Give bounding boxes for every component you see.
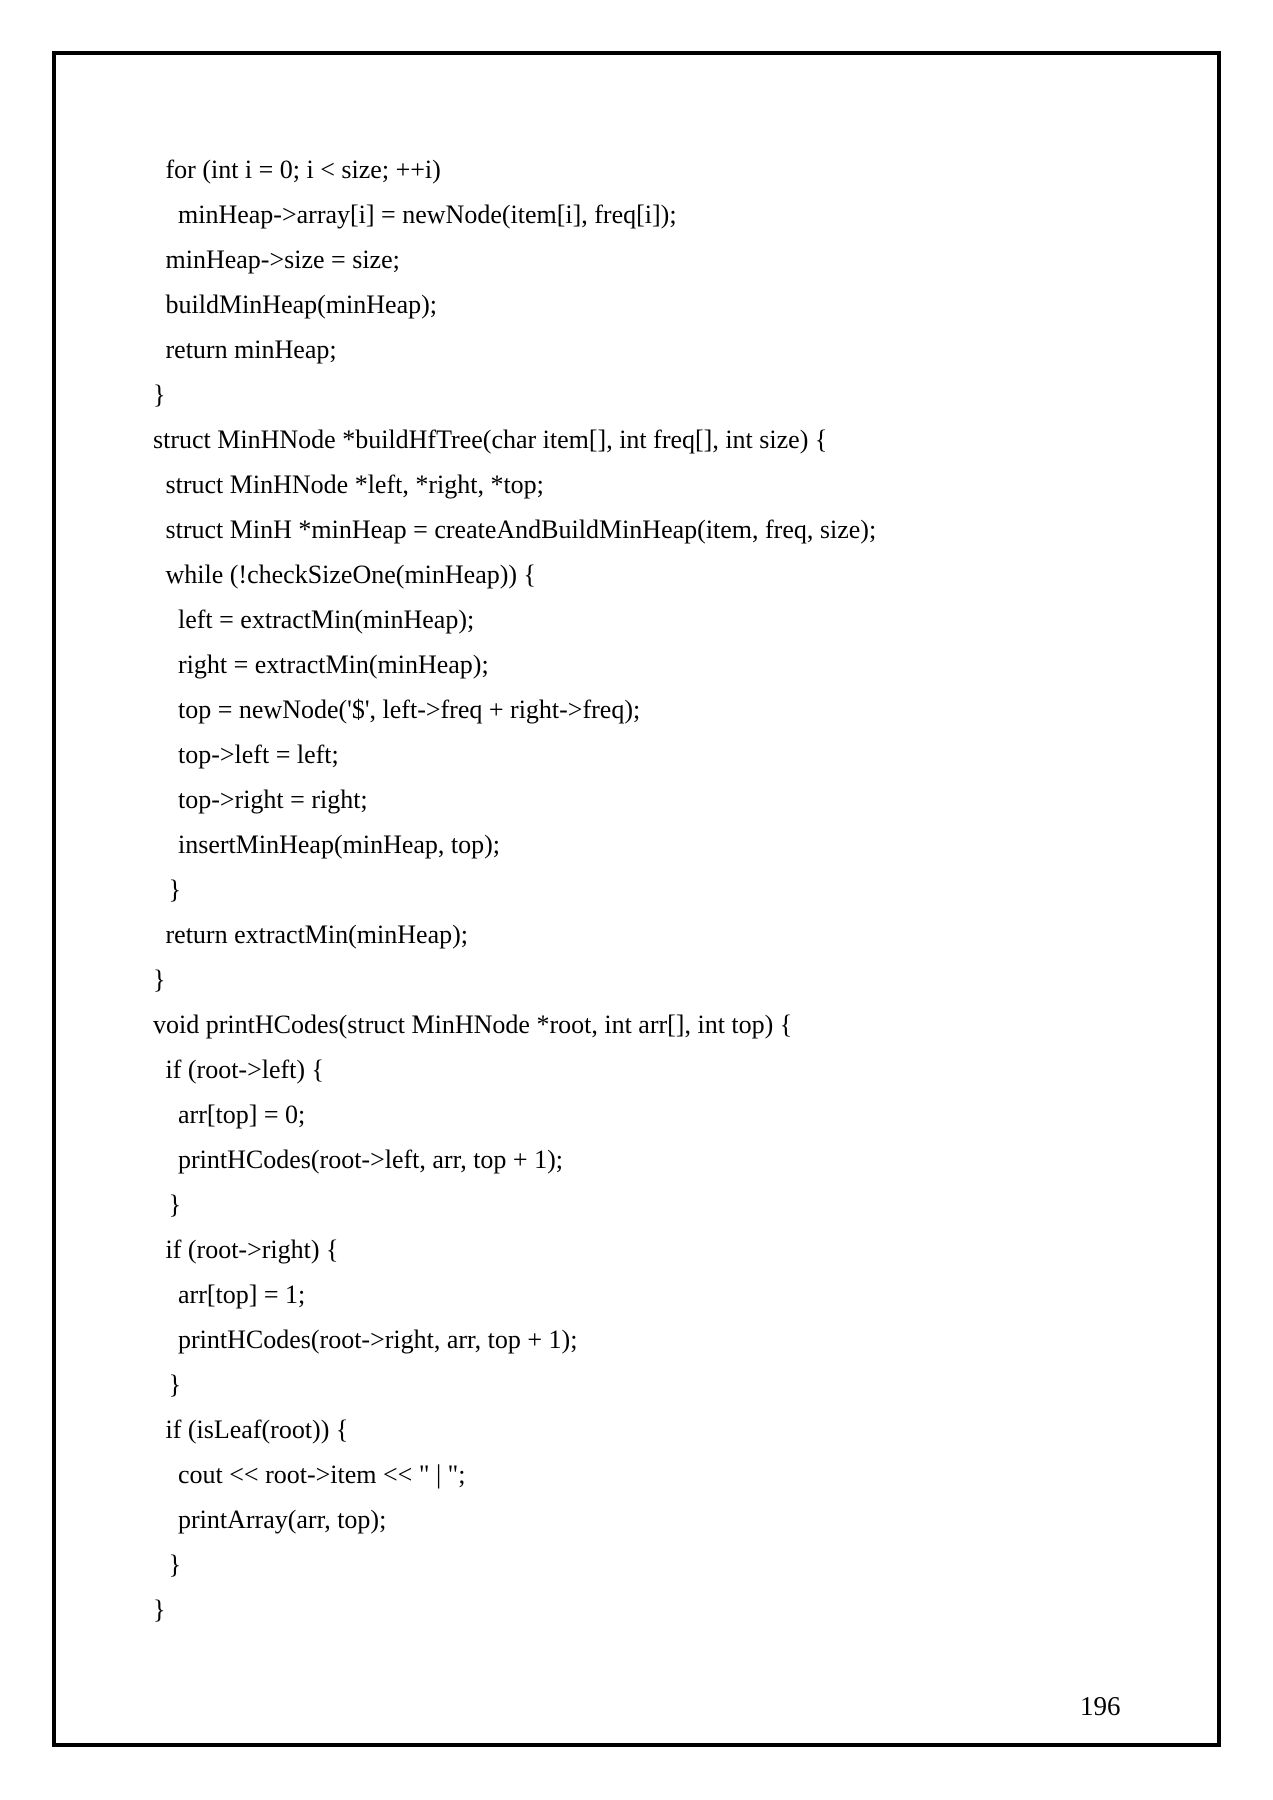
code-line: } <box>168 1370 182 1399</box>
code-line: } <box>168 1550 182 1579</box>
code-line: arr[top] = 1; <box>178 1280 306 1309</box>
code-line: } <box>153 965 166 994</box>
code-line: } <box>153 1595 166 1624</box>
code-line: top = newNode('$', left->freq + right->freq); <box>178 695 641 724</box>
code-line: void printHCodes(struct MinHNode *root, int arr[], int top) { <box>153 1010 793 1039</box>
code-line: top->right = right; <box>178 785 368 814</box>
code-line: cout << root->item << " | "; <box>178 1460 466 1489</box>
code-line: arr[top] = 0; <box>178 1100 306 1129</box>
code-line: right = extractMin(minHeap); <box>178 650 489 679</box>
code-line: top->left = left; <box>178 740 339 769</box>
code-line: for (int i = 0; i < size; ++i) <box>165 155 441 184</box>
code-line: } <box>168 1190 182 1219</box>
code-line: left = extractMin(minHeap); <box>178 605 475 634</box>
code-line: minHeap->array[i] = newNode(item[i], freq[i]); <box>178 200 677 229</box>
code-line: } <box>168 875 182 904</box>
code-line: minHeap->size = size; <box>165 245 400 274</box>
code-line: struct MinH *minHeap = createAndBuildMinHeap(item, freq, size); <box>165 515 877 544</box>
code-line: printHCodes(root->left, arr, top + 1); <box>178 1145 563 1174</box>
code-line: return extractMin(minHeap); <box>165 920 468 949</box>
code-line: struct MinHNode *left, *right, *top; <box>165 470 544 499</box>
code-line: if (isLeaf(root)) { <box>165 1415 349 1444</box>
code-line: if (root->left) { <box>165 1055 325 1084</box>
code-line: } <box>153 380 166 409</box>
code-line: struct MinHNode *buildHfTree(char item[], int freq[], int size) { <box>153 425 828 454</box>
code-line: if (root->right) { <box>165 1235 339 1264</box>
code-line: insertMinHeap(minHeap, top); <box>178 830 501 859</box>
code-line: buildMinHeap(minHeap); <box>165 290 437 319</box>
code-block <box>153 147 1153 1632</box>
code-line: printHCodes(root->right, arr, top + 1); <box>178 1325 578 1354</box>
code-line: while (!checkSizeOne(minHeap)) { <box>165 560 537 589</box>
code-line: printArray(arr, top); <box>178 1505 387 1534</box>
code-line: return minHeap; <box>165 335 337 364</box>
page-number: 196 <box>1080 1691 1121 1721</box>
